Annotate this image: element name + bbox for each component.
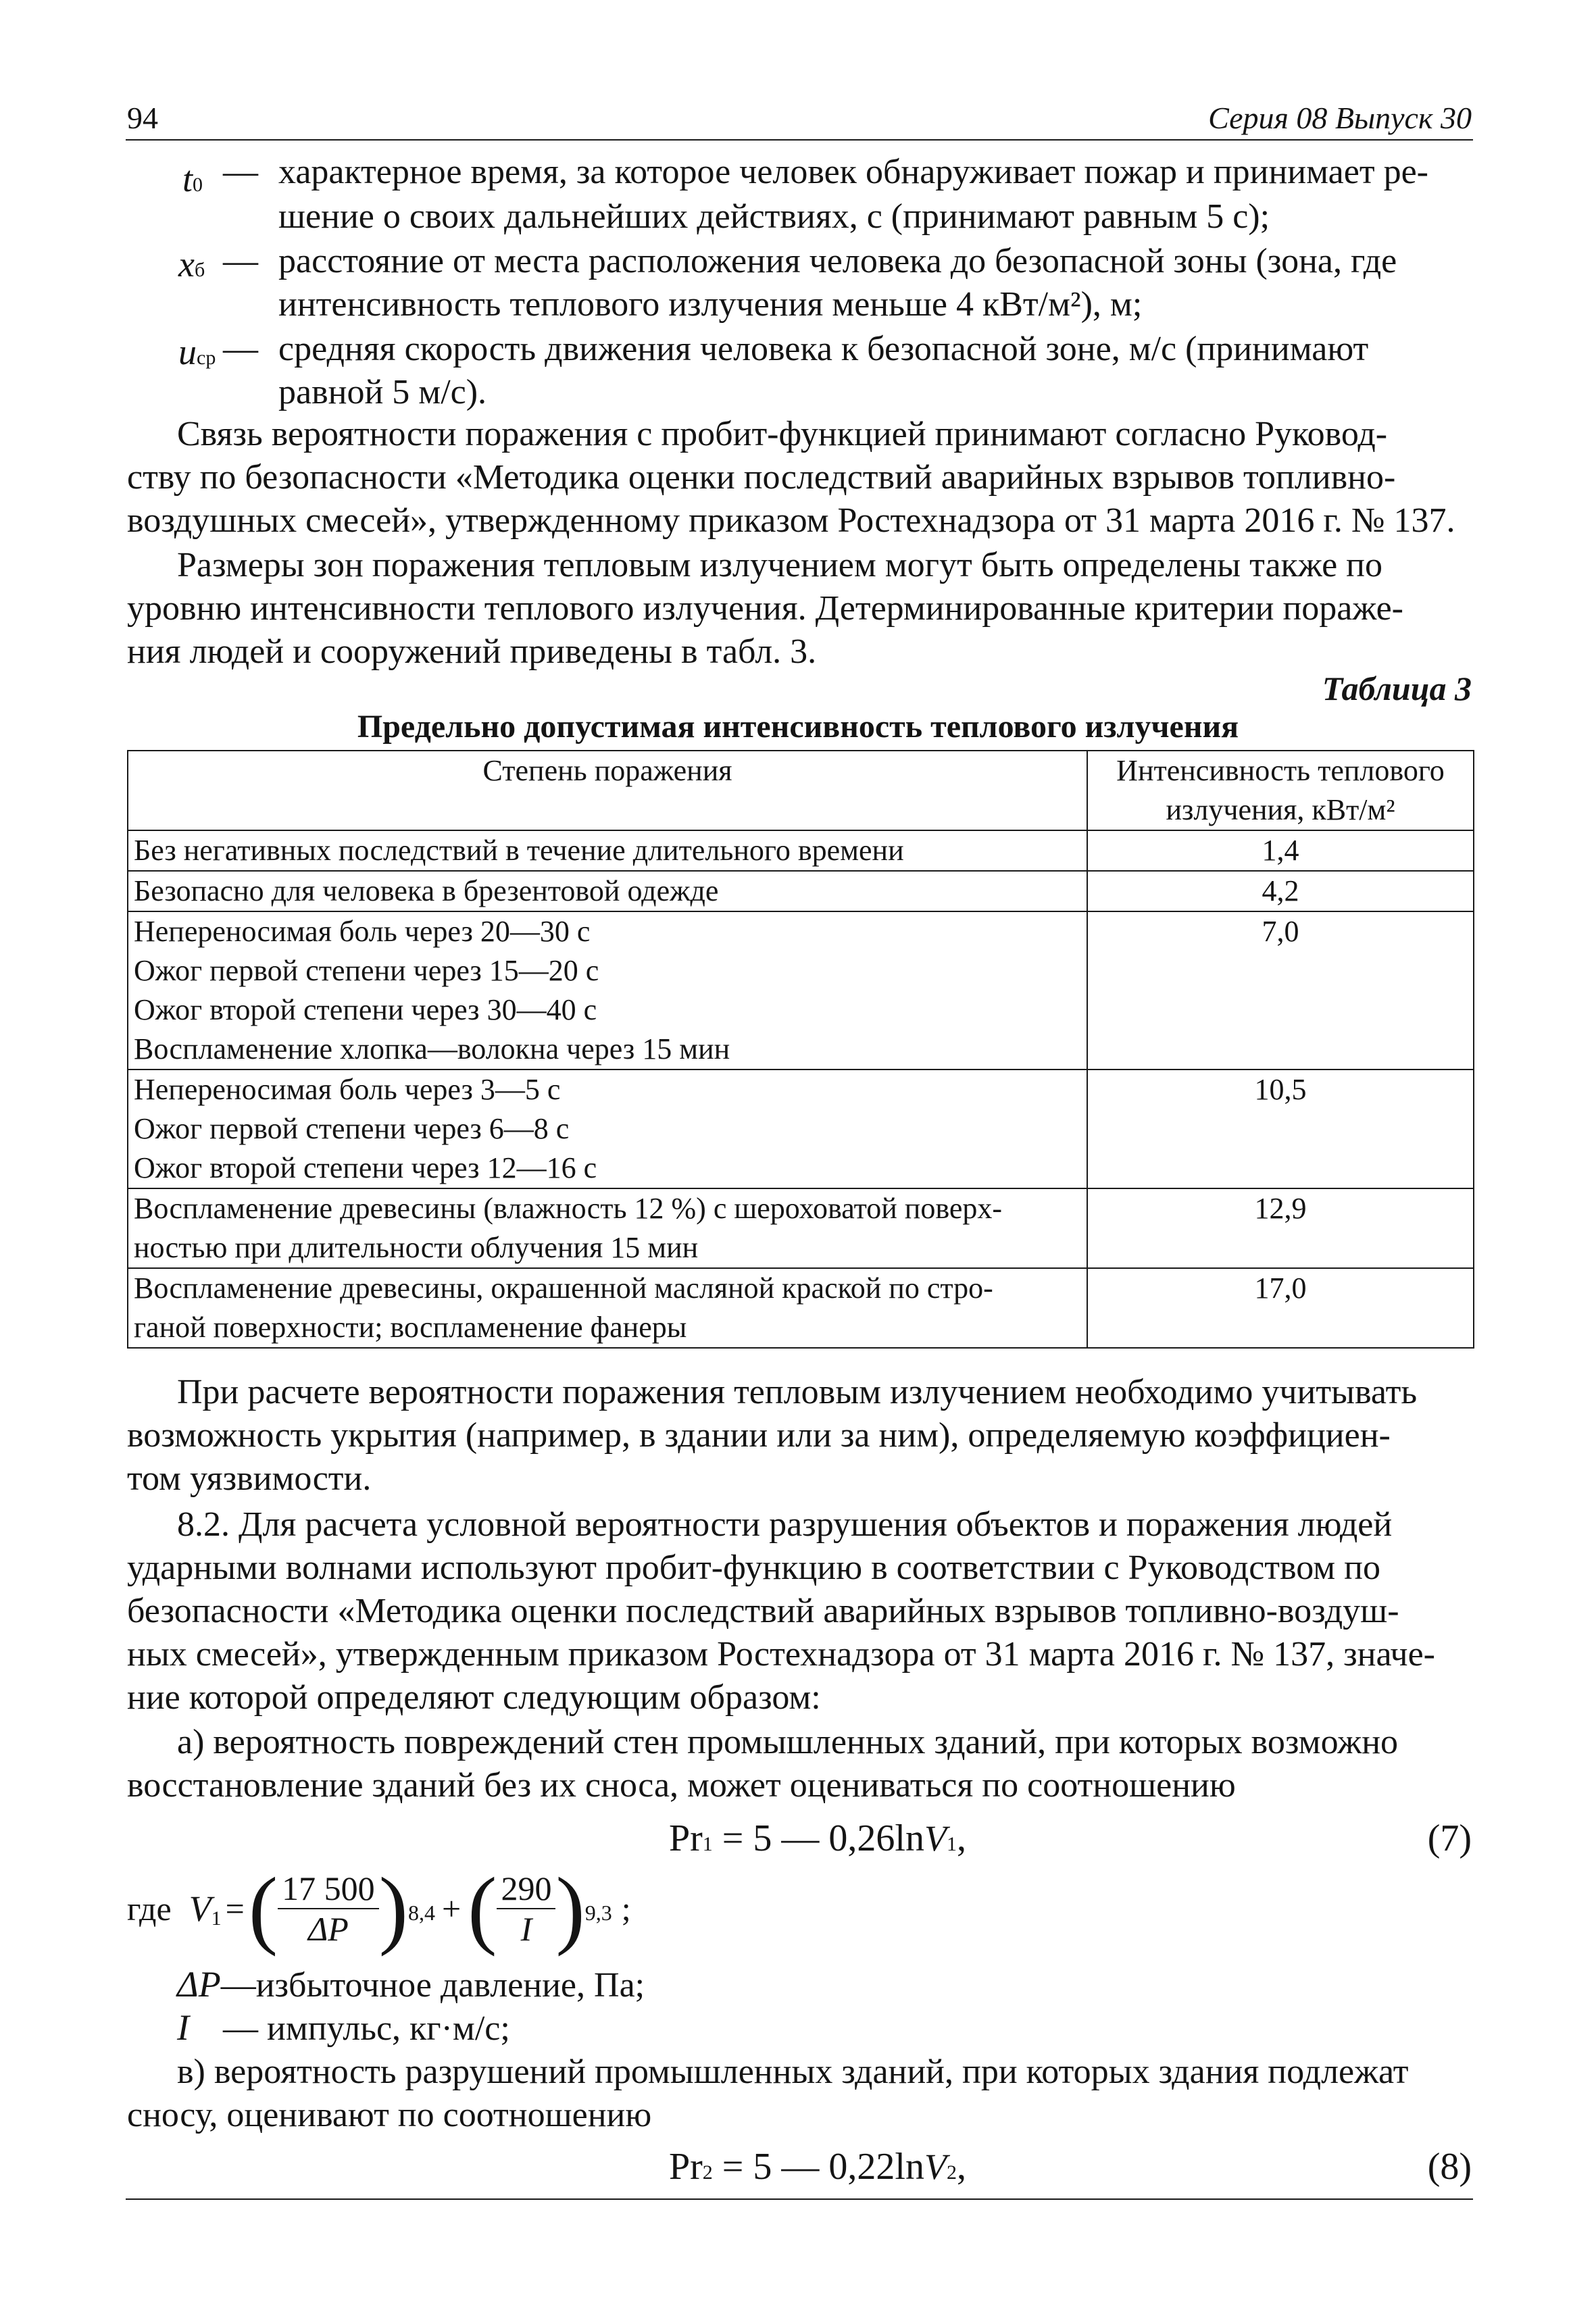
- row-text: ганой поверхности; воспламенение фанеры: [134, 1311, 687, 1344]
- row-text: Непереносимая боль через 20—30 с: [134, 915, 591, 948]
- criteria-table: [127, 750, 1474, 1349]
- row-text: Воспламенение хлопка—волокна через 15 мин: [134, 1032, 730, 1065]
- def-ucp-line2: равной 5 м/с).: [278, 373, 487, 411]
- item-b-line2: сносу, оценивают по соотношению: [127, 2096, 652, 2134]
- para2-line2: уровню интенсивности теплового излучения. Детерминированные критерии пораже-: [127, 589, 1403, 628]
- row-value: 12,9: [1087, 1188, 1474, 1268]
- table-row: [128, 871, 1474, 911]
- row-text: Ожог первой степени через 15—20 с: [134, 954, 599, 987]
- def-impulse: I — импульс, кг·м/с;: [177, 2007, 510, 2048]
- para1-line1: Связь вероятности поражения с пробит-функцией принимают согласно Руковод-: [177, 415, 1388, 453]
- header-rule: [126, 139, 1473, 141]
- def-t0-dash: —: [223, 153, 258, 191]
- para2-line3: ния людей и сооружений приведены в табл. 3.: [127, 632, 817, 671]
- para3-line3: том уязвимости.: [127, 1459, 372, 1498]
- para1-line2: ству по безопасности «Методика оценки последствий аварийных взрывов топливно-: [127, 458, 1396, 497]
- table-row: [128, 830, 1474, 871]
- row-text: Без негативных последствий в течение длительного времени: [134, 834, 904, 867]
- table-header-row: [128, 751, 1474, 830]
- row-text: Безопасно для человека в брезентовой одежде: [134, 874, 719, 907]
- row-text: Непереносимая боль через 3—5 с: [134, 1073, 561, 1106]
- col-header-damage: Степень поражения: [128, 751, 1087, 830]
- table-title: Предельно допустимая интенсивность теплового излучения: [357, 709, 1239, 745]
- equation-8-number: (8): [1427, 2146, 1472, 2188]
- row-text: Ожог второй степени через 30—40 с: [134, 993, 597, 1026]
- row-value: 7,0: [1087, 911, 1474, 1070]
- table-row: [128, 1070, 1474, 1188]
- def-xb-dash: —: [223, 242, 258, 280]
- row-value: 10,5: [1087, 1070, 1474, 1188]
- row-text: ностью при длительности облучения 15 мин: [134, 1231, 699, 1264]
- def-xb-line1: расстояние от места расположения человека до безопасной зоны (зона, где: [278, 242, 1397, 280]
- footer-rule: [126, 2198, 1473, 2200]
- table-label: Таблица 3: [1322, 670, 1472, 707]
- def-t0-line2: шение о своих дальнейших действиях, с (принимают равным 5 с);: [278, 197, 1270, 236]
- para4-line2: ударными волнами используют пробит-функцию в соответствии с Руководством по: [127, 1549, 1380, 1587]
- para3-line1: При расчете вероятности поражения тепловым излучением необходимо учитывать: [177, 1373, 1418, 1411]
- equation-7: Pr1 = 5 — 0,26lnV1,: [669, 1817, 966, 1859]
- para4-line5: ние которой определяют следующим образом:: [127, 1678, 821, 1717]
- row-value: 4,2: [1087, 871, 1474, 911]
- row-value: 1,4: [1087, 830, 1474, 871]
- row-text: Воспламенение древесины (влажность 12 %) с шероховатой поверх-: [134, 1192, 1003, 1225]
- row-value: 17,0: [1087, 1268, 1474, 1348]
- para2-line1: Размеры зон поражения тепловым излучением могут быть определены также по: [177, 546, 1382, 584]
- para4-line1: 8.2. Для расчета условной вероятности разрушения объектов и поражения людей: [177, 1505, 1393, 1544]
- row-text: Воспламенение древесины, окрашенной масляной краской по стро-: [134, 1272, 993, 1305]
- row-text: Ожог второй степени через 12—16 с: [134, 1151, 597, 1184]
- page-number: 94: [127, 101, 158, 135]
- def-xb-symbol: xб: [178, 244, 205, 284]
- para3-line2: возможность укрытия (например, в здании или за ним), определяемую коэффициен-: [127, 1416, 1391, 1455]
- item-b-line1: в) вероятность разрушений промышленных зданий, при которых здания подлежат: [177, 2053, 1409, 2091]
- para4-line3: безопасности «Методика оценки последствий аварийных взрывов топливно-воздуш-: [127, 1592, 1399, 1630]
- table-row: [128, 911, 1474, 1070]
- def-ucp-symbol: uср: [178, 332, 216, 372]
- def-delta-p: ΔP—избыточное давление, Па;: [177, 1964, 645, 2005]
- v1-formula: где V 1 = ( $\frac{17 500}{\Delta P}$ ) 8,4 + ( $\frac{290}{I}$ ) 9,3 ;: [127, 1860, 631, 1957]
- table-row: [128, 1268, 1474, 1348]
- table-row: [128, 1188, 1474, 1268]
- def-xb-line2: интенсивность теплового излучения меньше 4 кВт/м²), м;: [278, 285, 1143, 324]
- item-a-line1: а) вероятность повреждений стен промышленных зданий, при которых возможно: [177, 1723, 1399, 1761]
- equation-8: Pr2 = 5 — 0,22lnV2,: [669, 2146, 966, 2188]
- def-ucp-line1: средняя скорость движения человека к безопасной зоне, м/с (принимают: [278, 330, 1369, 368]
- def-ucp-dash: —: [223, 330, 258, 368]
- equation-7-number: (7): [1427, 1817, 1472, 1859]
- para4-line4: ных смесей», утвержденным приказом Ростехнадзора от 31 марта 2016 г. № 137, значе-: [127, 1635, 1435, 1674]
- row-text: Ожог первой степени через 6—8 с: [134, 1112, 570, 1145]
- def-t0-line1: характерное время, за которое человек обнаруживает пожар и принимает ре-: [278, 153, 1428, 191]
- para1-line3: воздушных смесей», утвержденному приказом Ростехнадзора от 31 марта 2016 г. № 137.: [127, 501, 1455, 540]
- series-label: Серия 08 Выпуск 30: [1208, 101, 1472, 135]
- def-t0-symbol: t0: [182, 159, 203, 199]
- col-header-intensity: Интенсивность теплового излучения, кВт/м²: [1087, 751, 1474, 830]
- item-a-line2: восстановление зданий без их сноса, может оцениваться по соотношению: [127, 1766, 1236, 1805]
